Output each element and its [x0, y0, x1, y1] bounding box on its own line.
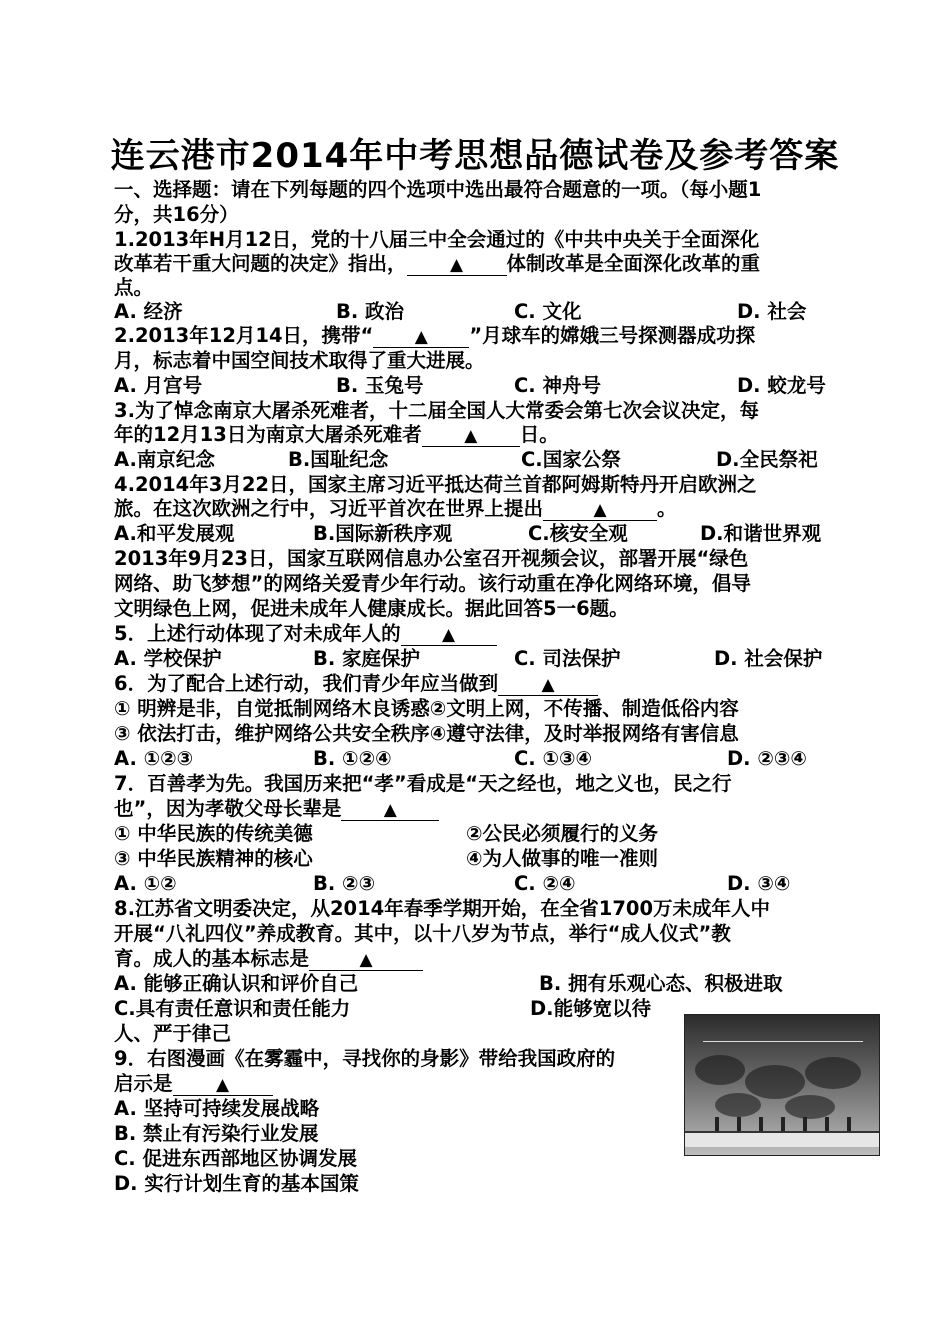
q7-item-4: ④为人做事的唯一准则 — [466, 847, 659, 870]
q3-line2-pre: 年的12月13日为南京大屠杀死难者 — [114, 423, 422, 446]
triangle-marker-icon: ▲ — [215, 1075, 230, 1095]
cartoon-ground — [685, 1131, 879, 1147]
q4-line2-post: 。 — [657, 497, 677, 520]
q1-option-d: D. 社会 — [737, 300, 807, 323]
answer-blank — [173, 1074, 273, 1096]
triangle-marker-icon: ▲ — [449, 255, 464, 275]
q6-option-a: A. ①②③ — [114, 747, 194, 770]
q4-line2-pre: 旅。在这次欧洲之行中，习近平首次在世界上提出 — [114, 497, 544, 520]
smog-cloud — [785, 1095, 835, 1119]
section-heading-line2: 分，共16分） — [114, 203, 239, 226]
q6-option-d: D. ②③④ — [727, 747, 807, 770]
q1-line1: 1.2013年H月12日，党的十八届三中全会通过的《中共中央关于全面深化 — [114, 228, 760, 251]
q2-line1 — [114, 324, 755, 348]
smog-cloud — [715, 1093, 761, 1117]
q7-option-b: B. ②③ — [313, 872, 376, 895]
q6-option-c: C. ①③④ — [514, 747, 593, 770]
q7-item-3: ③ 中华民族精神的核心 — [114, 847, 313, 870]
q9-line2-pre: 启示是 — [114, 1072, 173, 1095]
smog-cartoon-image — [684, 1014, 880, 1156]
q3-line2 — [114, 423, 559, 447]
q2-option-c: C. 神舟号 — [514, 374, 602, 397]
q8-line3-pre: 育。成人的基本标志是 — [114, 947, 310, 970]
q5-option-c: C. 司法保护 — [514, 647, 621, 670]
triangle-marker-icon: ▲ — [414, 327, 428, 347]
material-line1: 2013年9月23日，国家互联网信息办公室召开视频会议，部署开展“绿色 — [114, 547, 749, 570]
q4-option-d: D.和谐世界观 — [700, 522, 822, 545]
q8-option-a: A. 能够正确认识和评价自己 — [114, 972, 359, 995]
section-heading-line1: 一、选择题：请在下列每题的四个选项中选出最符合题意的一项。（每小题1 — [114, 178, 762, 201]
q4-option-a: A.和平发展观 — [114, 522, 235, 545]
triangle-marker-icon: ▲ — [442, 625, 456, 645]
material-line3: 文明绿色上网，促进未成年人健康成长。据此回答5一6题。 — [114, 597, 629, 620]
q6-item2: ③ 依法打击，维护网络公共安全秩序④遵守法律，及时举报网络有害信息 — [114, 722, 739, 745]
q3-option-a: A.南京纪念 — [114, 448, 215, 471]
q7-line1: 7．百善孝为先。我国历来把“孝”看成是“天之经也，地之义也，民之行 — [114, 772, 732, 795]
q7-item-2: ②公民必须履行的义务 — [466, 822, 659, 845]
q8-option-b: B. 拥有乐观心态、积极进取 — [539, 972, 783, 995]
answer-blank — [341, 799, 439, 821]
q8-line3 — [114, 947, 423, 971]
q6-item1: ① 明辨是非，自觉抵制网络木良诱惑②文明上网，不传播、制造低俗内容 — [114, 697, 739, 720]
q9-option-c: C. 促进东西部地区协调发展 — [114, 1147, 358, 1170]
q5-option-a: A. 学校保护 — [114, 647, 222, 670]
q3-option-c: C.国家公祭 — [521, 448, 621, 471]
q8-line2: 开展“八礼四仪”养成教育。其中，以十八岁为节点，举行“成人仪式”教 — [114, 922, 731, 945]
q3-option-d: D.全民祭祀 — [716, 448, 818, 471]
q8-option-d: D.能够宽以待 — [530, 997, 652, 1020]
triangle-marker-icon: ▲ — [359, 950, 373, 970]
triangle-marker-icon: ▲ — [541, 675, 555, 695]
q5-option-b: B. 家庭保护 — [313, 647, 421, 670]
q6-option-b: B. ①②④ — [313, 747, 392, 770]
q7-option-a: A. ①② — [114, 872, 177, 895]
answer-blank — [373, 326, 469, 348]
cartoon-caption-strip — [703, 1027, 863, 1042]
q4-line1: 4.2014年3月22日，国家主席习近平抵达荷兰首都阿姆斯特丹开启欧洲之 — [114, 473, 757, 496]
q8-line1: 8.江苏省文明委决定，从2014年春季学期开始，在全省1700万未成年人中 — [114, 897, 771, 920]
answer-blank — [422, 425, 520, 447]
triangle-marker-icon: ▲ — [593, 500, 607, 520]
q4-option-b: B.国际新秩序观 — [313, 522, 453, 545]
q7-line2-pre: 也”，因为孝敬父母长辈是 — [114, 797, 342, 820]
answer-blank — [401, 624, 497, 646]
q8-option-c: C.具有责任意识和责任能力 — [114, 997, 351, 1020]
q5-line1 — [114, 622, 497, 646]
q9-line2 — [114, 1072, 273, 1096]
q1-option-c: C. 文化 — [514, 300, 582, 323]
answer-blank — [309, 949, 423, 971]
q2-line1-post: ”月球车的嫦娥三号探测器成功探 — [469, 324, 756, 347]
q2-line2: 月，标志着中国空间技术取得了重大进展。 — [114, 349, 485, 372]
q7-option-d: D. ③④ — [727, 872, 791, 895]
q1-line2 — [114, 252, 760, 276]
q8-option-d-continued: 人、严于律己 — [114, 1022, 232, 1045]
q9-option-a: A. 坚持可持续发展战略 — [114, 1097, 320, 1120]
q2-option-d: D. 蛟龙号 — [737, 374, 826, 397]
q6-line1-pre: 6．为了配合上述行动，我们青少年应当做到 — [114, 672, 499, 695]
q6-line1 — [114, 672, 598, 696]
answer-blank — [543, 499, 657, 521]
q1-line2-pre: 改革若干重大问题的决定》指出， — [114, 252, 407, 275]
q4-line2 — [114, 497, 677, 521]
q1-option-a: A. 经济 — [114, 300, 183, 323]
answer-blank — [498, 674, 598, 696]
q3-line2-post: 日。 — [519, 423, 559, 446]
q1-line2-post: 体制改革是全面深化改革的重 — [506, 252, 761, 275]
triangle-marker-icon: ▲ — [464, 426, 478, 446]
q3-option-b: B.国耻纪念 — [288, 448, 389, 471]
q7-item-1: ① 中华民族的传统美德 — [114, 822, 313, 845]
q7-line2 — [114, 797, 439, 821]
q2-option-b: B. 玉兔号 — [336, 374, 424, 397]
q9-option-d: D. 实行计划生育的基本国策 — [114, 1172, 359, 1195]
answer-blank — [407, 254, 507, 276]
smog-cloud — [695, 1055, 745, 1085]
q4-option-c: C.核安全观 — [528, 522, 628, 545]
smog-cloud — [805, 1057, 861, 1089]
q3-line1: 3.为了悼念南京大屠杀死难者，十二届全国人大常委会第七次会议决定，每 — [114, 399, 759, 422]
q1-line3: 点。 — [114, 276, 154, 299]
q9-line1: 9．右图漫画《在雾霾中，寻找你的身影》带给我国政府的 — [114, 1047, 616, 1070]
q1-option-b: B. 政治 — [336, 300, 405, 323]
q7-option-c: C. ②④ — [514, 872, 576, 895]
smog-cloud — [745, 1065, 805, 1099]
q2-line1-pre: 2.2013年12月14日，携带“ — [114, 324, 374, 347]
material-line2: 网络、助飞梦想”的网络关爱青少年行动。该行动重在净化网络环境，倡导 — [114, 572, 751, 595]
page-title: 连云港市2014年中考思想品德试卷及参考答案 — [110, 136, 840, 176]
q5-line1-pre: 5．上述行动体现了对未成年人的 — [114, 622, 401, 645]
q5-option-d: D. 社会保护 — [714, 647, 823, 670]
q9-option-b: B. 禁止有污染行业发展 — [114, 1122, 319, 1145]
q2-option-a: A. 月宫号 — [114, 374, 203, 397]
triangle-marker-icon: ▲ — [383, 800, 397, 820]
